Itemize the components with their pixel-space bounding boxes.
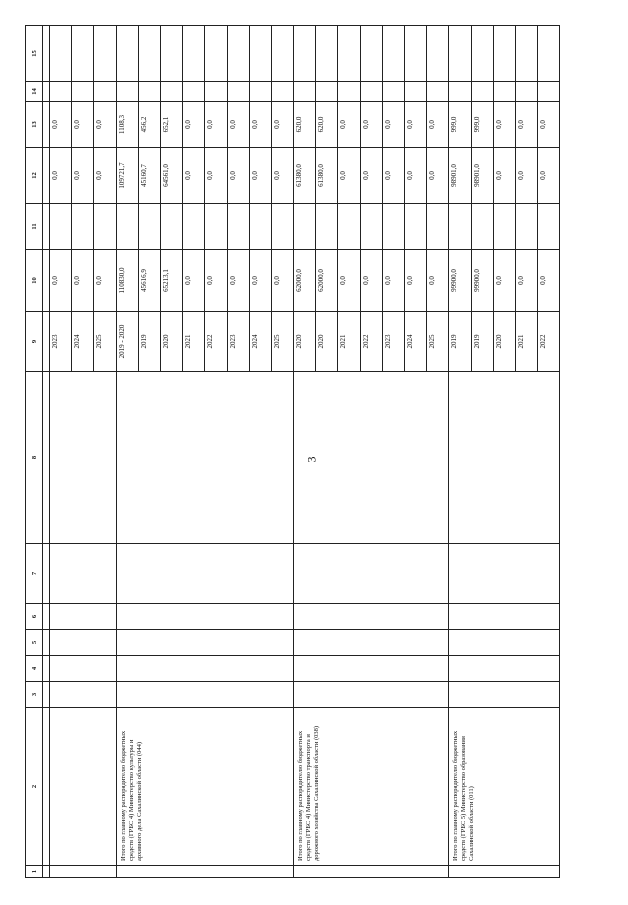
empty-cell-col11 xyxy=(205,204,227,250)
year-cell: 2020 xyxy=(294,312,316,372)
empty-cell-col15 xyxy=(405,26,427,82)
year-cell: 2021 xyxy=(515,312,537,372)
empty-cell-col11 xyxy=(515,204,537,250)
row-number-cell xyxy=(116,866,294,878)
year-cell: 2025 xyxy=(271,312,293,372)
regional-cell: 0,0 xyxy=(427,148,449,204)
regional-cell: 0,0 xyxy=(271,148,293,204)
empty-cell-col11 xyxy=(382,204,404,250)
year-cell: 2019 xyxy=(449,312,471,372)
empty-cell-col14 xyxy=(493,82,515,102)
empty-cell-col11 xyxy=(138,204,160,250)
local-cell: 620,0 xyxy=(316,102,338,148)
rotated-page xyxy=(25,18,615,878)
empty-cell-col11 xyxy=(316,204,338,250)
row-number-cell xyxy=(294,866,449,878)
local-cell: 0,0 xyxy=(360,102,382,148)
empty-cell-col15 xyxy=(449,26,471,82)
empty-cell-col14 xyxy=(249,82,271,102)
regional-cell: 0,0 xyxy=(205,148,227,204)
row-number-cell xyxy=(449,866,560,878)
empty-cell-col8 xyxy=(449,372,560,544)
empty-cell-col15 xyxy=(138,26,160,82)
empty-cell-col11 xyxy=(72,204,94,250)
regional-cell: 0,0 xyxy=(515,148,537,204)
empty-cell-col14 xyxy=(116,82,138,102)
regional-cell: 109721,7 xyxy=(116,148,138,204)
total-cell: 0,0 xyxy=(205,250,227,312)
local-cell: 0,0 xyxy=(382,102,404,148)
column-header-12: 12 xyxy=(26,148,43,204)
total-cell: 0,0 xyxy=(493,250,515,312)
total-cell: 99900,0 xyxy=(449,250,471,312)
local-cell: 0,0 xyxy=(249,102,271,148)
regional-cell: 0,0 xyxy=(360,148,382,204)
empty-cell-col15 xyxy=(72,26,94,82)
column-header-2: 2 xyxy=(26,708,43,866)
table-row xyxy=(449,26,471,878)
empty-cell-col15 xyxy=(427,26,449,82)
regional-cell: 0,0 xyxy=(227,148,249,204)
total-cell: 110830,0 xyxy=(116,250,138,312)
regional-cell: 0,0 xyxy=(183,148,205,204)
year-cell: 2020 xyxy=(316,312,338,372)
year-cell: 2024 xyxy=(72,312,94,372)
empty-cell-col14 xyxy=(271,82,293,102)
empty-cell-col15 xyxy=(94,26,116,82)
empty-cell-col11 xyxy=(405,204,427,250)
empty-cell-col3 xyxy=(50,682,117,708)
empty-cell-col15 xyxy=(249,26,271,82)
empty-cell-col6 xyxy=(449,604,560,630)
empty-cell-col4 xyxy=(50,656,117,682)
column-header-14: 14 xyxy=(26,82,43,102)
column-header-4: 4 xyxy=(26,656,43,682)
empty-cell-col3 xyxy=(449,682,560,708)
empty-cell-col15 xyxy=(316,26,338,82)
table-row xyxy=(294,26,316,878)
empty-cell-col14 xyxy=(382,82,404,102)
local-cell: 999,0 xyxy=(471,102,493,148)
regional-cell: 0,0 xyxy=(94,148,116,204)
year-cell: 2020 xyxy=(160,312,182,372)
total-cell: 62000,0 xyxy=(316,250,338,312)
empty-cell-col14 xyxy=(538,82,560,102)
empty-cell-col4 xyxy=(449,656,560,682)
local-cell: 0,0 xyxy=(72,102,94,148)
empty-cell-col11 xyxy=(249,204,271,250)
column-header-8: 8 xyxy=(26,372,43,544)
total-cell: 0,0 xyxy=(72,250,94,312)
empty-cell-col5 xyxy=(449,630,560,656)
empty-cell-col7 xyxy=(294,544,449,604)
empty-cell-col14 xyxy=(515,82,537,102)
column-header-6: 6 xyxy=(26,604,43,630)
empty-cell-col15 xyxy=(515,26,537,82)
column-header-9: 9 xyxy=(26,312,43,372)
local-cell: 0,0 xyxy=(493,102,515,148)
local-cell: 0,0 xyxy=(538,102,560,148)
total-cell: 0,0 xyxy=(515,250,537,312)
empty-cell-col14 xyxy=(405,82,427,102)
page-number: 3 xyxy=(304,456,319,463)
empty-cell-col15 xyxy=(471,26,493,82)
empty-cell-col15 xyxy=(360,26,382,82)
column-header-15: 15 xyxy=(26,26,43,82)
year-cell: 2023 xyxy=(50,312,72,372)
column-header-1: 1 xyxy=(26,866,43,878)
empty-cell-col15 xyxy=(50,26,72,82)
year-cell: 2020 xyxy=(493,312,515,372)
regional-cell: 0,0 xyxy=(249,148,271,204)
empty-cell-col15 xyxy=(493,26,515,82)
empty-cell-col14 xyxy=(227,82,249,102)
empty-cell-col5 xyxy=(50,630,117,656)
year-cell: 2022 xyxy=(205,312,227,372)
year-cell: 2024 xyxy=(249,312,271,372)
empty-cell-col11 xyxy=(360,204,382,250)
year-cell: 2021 xyxy=(183,312,205,372)
empty-cell-col14 xyxy=(427,82,449,102)
empty-cell-col11 xyxy=(160,204,182,250)
local-cell: 0,0 xyxy=(183,102,205,148)
empty-cell-col11 xyxy=(271,204,293,250)
table-row xyxy=(116,26,138,878)
regional-cell: 0,0 xyxy=(405,148,427,204)
total-cell: 0,0 xyxy=(360,250,382,312)
empty-cell-col15 xyxy=(183,26,205,82)
empty-cell-col11 xyxy=(471,204,493,250)
total-cell: 0,0 xyxy=(538,250,560,312)
empty-cell-col15 xyxy=(382,26,404,82)
empty-cell-col5 xyxy=(294,630,449,656)
local-cell: 456,2 xyxy=(138,102,160,148)
budget-table xyxy=(25,25,560,878)
empty-cell-col4 xyxy=(294,656,449,682)
regional-cell: 0,0 xyxy=(382,148,404,204)
table-row xyxy=(50,26,72,878)
regional-cell: 0,0 xyxy=(538,148,560,204)
total-cell: 62000,0 xyxy=(294,250,316,312)
regional-cell: 98901,0 xyxy=(449,148,471,204)
year-cell: 2022 xyxy=(360,312,382,372)
total-cell: 0,0 xyxy=(271,250,293,312)
total-cell: 0,0 xyxy=(338,250,360,312)
total-cell: 0,0 xyxy=(183,250,205,312)
empty-cell-col7 xyxy=(50,544,117,604)
empty-cell-col14 xyxy=(205,82,227,102)
year-cell: 2024 xyxy=(405,312,427,372)
total-cell: 99900,0 xyxy=(471,250,493,312)
local-cell: 1108,3 xyxy=(116,102,138,148)
regional-cell: 61380,0 xyxy=(294,148,316,204)
empty-cell-col11 xyxy=(294,204,316,250)
empty-cell-col15 xyxy=(205,26,227,82)
regional-cell: 0,0 xyxy=(50,148,72,204)
empty-cell-col14 xyxy=(338,82,360,102)
regional-cell: 0,0 xyxy=(72,148,94,204)
total-cell: 65213,1 xyxy=(160,250,182,312)
total-cell: 0,0 xyxy=(427,250,449,312)
empty-cell-col6 xyxy=(116,604,294,630)
column-header-13: 13 xyxy=(26,102,43,148)
total-cell: 0,0 xyxy=(405,250,427,312)
empty-cell-col15 xyxy=(271,26,293,82)
total-cell: 0,0 xyxy=(94,250,116,312)
empty-cell-col15 xyxy=(338,26,360,82)
empty-cell-col8 xyxy=(50,372,117,544)
regional-cell: 61380,0 xyxy=(316,148,338,204)
empty-cell-col3 xyxy=(116,682,294,708)
local-cell: 0,0 xyxy=(338,102,360,148)
regional-cell: 64561,0 xyxy=(160,148,182,204)
row-number-cell xyxy=(50,866,117,878)
empty-cell-col7 xyxy=(449,544,560,604)
regional-cell: 98901,0 xyxy=(471,148,493,204)
empty-cell-col8 xyxy=(294,372,449,544)
year-cell: 2021 xyxy=(338,312,360,372)
local-cell: 0,0 xyxy=(427,102,449,148)
local-cell: 999,0 xyxy=(449,102,471,148)
section-name-cell: Итого по главному распорядителю бюджетных средств (ГРБС 4) Министерство культуры и архивного дела Сахалинской области (044) xyxy=(116,708,294,866)
regional-cell: 0,0 xyxy=(338,148,360,204)
regional-cell: 45160,7 xyxy=(138,148,160,204)
year-cell: 2023 xyxy=(382,312,404,372)
empty-cell-col11 xyxy=(538,204,560,250)
empty-cell-col14 xyxy=(449,82,471,102)
empty-cell-col14 xyxy=(138,82,160,102)
empty-cell-col11 xyxy=(183,204,205,250)
header-row xyxy=(26,26,43,878)
empty-cell-col11 xyxy=(50,204,72,250)
year-cell: 2019 - 2020 xyxy=(116,312,138,372)
empty-cell-col11 xyxy=(493,204,515,250)
empty-cell-col15 xyxy=(294,26,316,82)
year-cell: 2023 xyxy=(227,312,249,372)
total-cell: 0,0 xyxy=(50,250,72,312)
empty-cell-col15 xyxy=(160,26,182,82)
empty-cell-col14 xyxy=(94,82,116,102)
empty-cell-col6 xyxy=(294,604,449,630)
local-cell: 0,0 xyxy=(515,102,537,148)
empty-cell-col11 xyxy=(427,204,449,250)
empty-cell-col15 xyxy=(538,26,560,82)
total-cell: 45616,9 xyxy=(138,250,160,312)
section-name-cell: Итого по главному распорядителю бюджетных средств (ГРБС 4) Министерство транспорта и дорожного хозяйства Сахалинской области (038) xyxy=(294,708,449,866)
empty-cell-col11 xyxy=(449,204,471,250)
empty-cell-col14 xyxy=(72,82,94,102)
empty-cell-col4 xyxy=(116,656,294,682)
empty-cell-col8 xyxy=(116,372,294,544)
local-cell: 0,0 xyxy=(50,102,72,148)
local-cell: 0,0 xyxy=(205,102,227,148)
column-header-3: 3 xyxy=(26,682,43,708)
empty-cell-col7 xyxy=(116,544,294,604)
spacer-row xyxy=(43,26,50,878)
year-cell: 2022 xyxy=(538,312,560,372)
empty-cell-col14 xyxy=(294,82,316,102)
section-name-cell: Итого по главному распорядителю бюджетных средств (ГРБС 5) Министерство образования Сахалинской области (011) xyxy=(449,708,560,866)
empty-cell-col14 xyxy=(471,82,493,102)
empty-cell-col15 xyxy=(227,26,249,82)
total-cell: 0,0 xyxy=(249,250,271,312)
empty-cell-col15 xyxy=(116,26,138,82)
column-header-7: 7 xyxy=(26,544,43,604)
year-cell: 2019 xyxy=(471,312,493,372)
empty-cell-col6 xyxy=(50,604,117,630)
local-cell: 0,0 xyxy=(227,102,249,148)
empty-cell-col14 xyxy=(50,82,72,102)
empty-cell-col14 xyxy=(183,82,205,102)
local-cell: 620,0 xyxy=(294,102,316,148)
column-header-10: 10 xyxy=(26,250,43,312)
local-cell: 0,0 xyxy=(94,102,116,148)
column-header-11: 11 xyxy=(26,204,43,250)
year-cell: 2025 xyxy=(427,312,449,372)
empty-cell-col14 xyxy=(360,82,382,102)
table-body xyxy=(43,26,560,878)
section-name-cell xyxy=(50,708,117,866)
regional-cell: 0,0 xyxy=(493,148,515,204)
total-cell: 0,0 xyxy=(227,250,249,312)
empty-cell-col14 xyxy=(316,82,338,102)
empty-cell-col11 xyxy=(338,204,360,250)
empty-cell-col11 xyxy=(227,204,249,250)
empty-cell-col14 xyxy=(160,82,182,102)
column-header-5: 5 xyxy=(26,630,43,656)
empty-cell-col11 xyxy=(116,204,138,250)
local-cell: 0,0 xyxy=(405,102,427,148)
empty-cell-col11 xyxy=(94,204,116,250)
year-cell: 2019 xyxy=(138,312,160,372)
empty-cell-col3 xyxy=(294,682,449,708)
local-cell: 0,0 xyxy=(271,102,293,148)
empty-cell-col5 xyxy=(116,630,294,656)
year-cell: 2025 xyxy=(94,312,116,372)
local-cell: 652,1 xyxy=(160,102,182,148)
total-cell: 0,0 xyxy=(382,250,404,312)
